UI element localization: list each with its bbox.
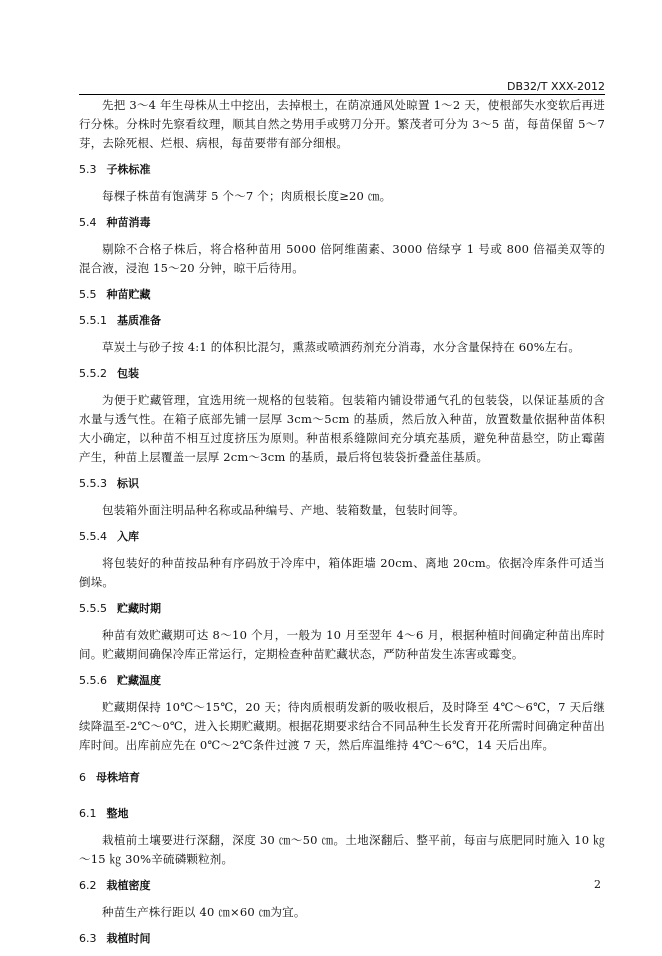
section-number: 5.3 bbox=[79, 163, 97, 176]
section-heading bbox=[79, 672, 605, 690]
section-number: 5.4 bbox=[79, 216, 97, 229]
paragraph: 种苗生产株行距以 40 ㎝×60 ㎝为宜。 bbox=[102, 905, 306, 919]
section-heading bbox=[79, 600, 605, 618]
paragraph: 草炭土与砂子按 4:1 的体积比混匀，熏蒸或喷洒药剂充分消毒，水分含量保持在 60%左右。 bbox=[102, 340, 581, 354]
section-number: 6.1 bbox=[79, 807, 97, 820]
section-number: 5.5.3 bbox=[79, 477, 107, 490]
paragraph: 为便于贮藏管理，宜选用统一规格的包装箱。包装箱内铺设带通气孔的包装袋，以保证基质的含水量与透气性。在箱子底部先铺一层厚 3cm～5cm 的基质，然后放入种苗，放置数量依据种苗体积大小确定，以种苗不相互过度挤压为原则。种苗根系缝隙间充分填充基质，避免种苗悬空，防止霉菌产生，种苗上层覆盖一层厚 2cm～3cm 的基质，最后将包装袋折叠盖住基质。 bbox=[79, 393, 605, 464]
paragraph: 将包装好的种苗按品种有序码放于冷库中，箱体距墙 20cm、离地 20cm。依据冷库条件可适当倒垛。 bbox=[79, 556, 605, 589]
paragraph: 种苗有效贮藏期可达 8～10 个月，一般为 10 月至翌年 4～6 月，根据种植时间确定种苗出库时间。贮藏期间确保冷库正常运行，定期检查种苗贮藏状态，严防种苗发生冻害或霉变。 bbox=[79, 628, 605, 661]
section-title: 标识 bbox=[117, 477, 139, 490]
section-number: 5.5.1 bbox=[79, 314, 107, 327]
paragraph: 贮藏期保持 10℃～15℃，20 天；待肉质根萌发新的吸收根后，及时降至 4℃～6℃，7 天后继续降温至-2℃～0℃，进入长期贮藏期。根据花期要求结合不同品种生长发育开花所需时间确定种苗出库时间。出库前应先在 0℃～2℃条件过渡 7 天，然后库温维持 4℃～6℃，14 天后出库。 bbox=[79, 700, 605, 752]
section-number: 6.2 bbox=[79, 879, 97, 892]
page-number: 2 bbox=[594, 878, 601, 891]
section-heading bbox=[79, 312, 605, 330]
section-heading bbox=[79, 528, 605, 546]
section-title: 包装 bbox=[117, 367, 139, 380]
paragraph: 每棵子株苗有饱满芽 5 个～7 个；肉质根长度≥20 ㎝。 bbox=[102, 189, 392, 203]
section-heading bbox=[79, 475, 605, 493]
section-number: 5.5 bbox=[79, 288, 97, 301]
document-body bbox=[79, 96, 605, 956]
section-title: 母株培育 bbox=[96, 771, 140, 784]
section-title: 贮藏时期 bbox=[117, 602, 161, 615]
section-title: 栽植时间 bbox=[106, 932, 151, 945]
paragraph: 栽植前土壤要进行深翻，深度 30 ㎝～50 ㎝。土地深翻后、整平前，每亩与底肥同时施入 10 ㎏～15 ㎏ 30%辛硫磷颗粒剂。 bbox=[79, 833, 605, 866]
section-heading bbox=[79, 214, 605, 232]
paragraph: 剔除不合格子株后，将合格种苗用 5000 倍阿维菌素、3000 倍绿亨 1 号或 800 倍福美双等的混合液，浸泡 15～20 分钟，晾干后待用。 bbox=[79, 242, 605, 275]
section-title: 子株标准 bbox=[106, 163, 151, 176]
section-title: 种苗消毒 bbox=[106, 216, 151, 229]
standard-code: DB32/T XXX-2012 bbox=[507, 80, 605, 93]
header-rule bbox=[79, 94, 605, 95]
section-heading bbox=[79, 805, 605, 823]
section-title: 入库 bbox=[117, 530, 139, 543]
section-number: 6.3 bbox=[79, 932, 97, 945]
section-heading bbox=[79, 769, 605, 787]
section-title: 基质准备 bbox=[117, 314, 161, 327]
section-number: 5.5.4 bbox=[79, 530, 107, 543]
paragraph: 包装箱外面注明品种名称或品种编号、产地、装箱数量，包装时间等。 bbox=[102, 503, 465, 517]
section-number: 5.5.2 bbox=[79, 367, 107, 380]
section-title: 种苗贮藏 bbox=[106, 288, 151, 301]
section-title: 栽植密度 bbox=[106, 879, 151, 892]
section-heading bbox=[79, 161, 605, 179]
paragraph: 先把 3～4 年生母株从土中挖出，去掉根土，在荫凉通风处晾置 1～2 天，使根部失水变软后再进行分株。分株时先察看纹理，顺其自然之势用手或劈刀分开。繁茂者可分为 3～5 苗，每苗保留 5～7 芽，去除死根、烂根、病根，每苗要带有部分细根。 bbox=[79, 98, 605, 150]
section-heading bbox=[79, 930, 605, 948]
section-heading bbox=[79, 877, 605, 895]
section-title: 贮藏温度 bbox=[117, 674, 161, 687]
section-number: 6 bbox=[79, 771, 86, 784]
section-number: 5.5.6 bbox=[79, 674, 107, 687]
section-title: 整地 bbox=[106, 807, 129, 820]
section-heading bbox=[79, 286, 605, 304]
section-number: 5.5.5 bbox=[79, 602, 107, 615]
section-heading bbox=[79, 365, 605, 383]
